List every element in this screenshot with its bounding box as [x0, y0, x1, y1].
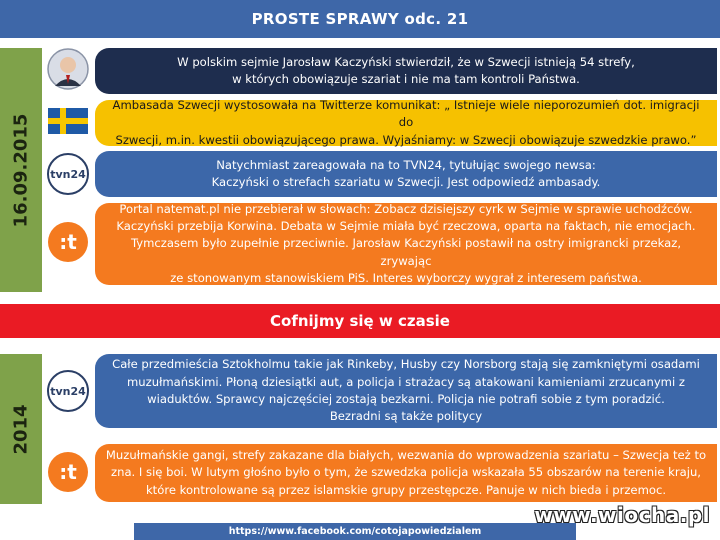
date-bar-2015 [0, 48, 42, 292]
site-watermark: www.wiocha.pl [534, 503, 710, 527]
date-label: 2014 [10, 403, 32, 455]
natemat-logo-text: :t [59, 460, 77, 484]
card-text-line: W polskim sejmie Jarosław Kaczyński stwierdził, że w Szwecji istnieją 54 strefy, [177, 54, 635, 69]
card-text-line: Bezradni są także politycy [329, 409, 483, 424]
card-text-line: Portal natemat.pl nie przebierał w słowach: Zobacz dzisiejszy cyrk w Sejmie w sprawie uchodźców. [119, 201, 693, 216]
facebook-link[interactable]: https://www.facebook.com/cotojapowiedzialem [228, 526, 482, 537]
card-text-line: wiaduktów. Sprawcy najczęściej zostają bezkarni. Policja nie potrafi sobie z tym poradzić. [147, 392, 665, 406]
tvn24-logo-text: tvn24 [50, 168, 86, 181]
tvn24-logo-icon [47, 153, 89, 195]
news-card-stockholm-suburbs [95, 354, 717, 428]
sweden-flag-icon [47, 100, 89, 142]
news-card-natemat-report [95, 203, 717, 285]
card-text-line: Muzułmańskie gangi, strefy zakazane dla białych, wezwania do wprowadzenia szariatu – Szwecja też to [105, 447, 707, 462]
page-title: PROSTE SPRAWY odc. 21 [251, 10, 469, 28]
date-bar-2014 [0, 354, 42, 504]
card-text-line: Natychmiast zareagowała na to TVN24, tytułując swojego newsa: [216, 157, 596, 172]
news-card-kaczynski-statement [95, 48, 717, 94]
title-banner [0, 0, 720, 38]
card-text-line: które kontrolowane są przez islamskie grupy przestępcze. Panuje w nich bieda i przemoc. [145, 482, 667, 497]
card-text-line: zna. I się boi. W lutym głośno było o tym, że szwedzka policja wskazała 55 obszarów na terenie kraju, [111, 465, 701, 480]
separator-label: Cofnijmy się w czasie [270, 312, 450, 330]
tvn24-logo-icon [47, 370, 89, 412]
news-card-embassy-response [95, 97, 717, 147]
card-text-line: Szwecji, m.in. kwestii obowiązującego prawa. Wyjaśniamy: w Szwecji obowiązuje szwedzkie prawo.” [115, 132, 697, 147]
natemat-logo-icon [47, 221, 89, 263]
card-text-line: Ambasada Szwecji wystosowała na Twitterze komunikat: „ Istnieje wiele nieporozumień dot. imigracji do [112, 97, 700, 130]
news-card-muslim-gangs [95, 444, 717, 502]
natemat-logo-text: :t [59, 230, 77, 254]
card-text-line: Kaczyński o strefach szariatu w Szwecji. Jest odpowiedź ambasady. [211, 175, 601, 189]
card-text-line: Kaczyński przebija Korwina. Debata w Sejmie miała być rzeczowa, oparta na faktach, nie emocjach. [116, 218, 696, 233]
card-text-line: ze stonowanym stanowiskiem PiS. Interes wyborczy wygrał z interesem państwa. [170, 271, 642, 286]
card-text-line: muzułmańskimi. Płoną dziesiątki aut, a policja i strażacy są atakowani kamieniami zrzucanymi z [127, 374, 685, 389]
natemat-logo-icon [47, 451, 89, 493]
card-text-line: w których obowiązuje szariat i nie ma tam kontroli Państwa. [232, 72, 580, 86]
card-text-line: Całe przedmieścia Sztokholmu takie jak Rinkeby, Husby czy Norsborg stają się zamkniętymi osadami [112, 357, 700, 372]
news-card-tvn24-report [95, 151, 717, 197]
date-label: 16.09.2015 [10, 113, 32, 227]
section-separator [0, 304, 720, 338]
footer-link-bar[interactable] [134, 523, 576, 540]
tvn24-logo-text: tvn24 [50, 385, 86, 398]
politician-portrait-icon [47, 48, 89, 90]
card-text-line: Tymczasem było zupełnie przeciwnie. Jarosław Kaczyński postawił na ostry imigrancki przekaz, zrywając [130, 236, 682, 268]
